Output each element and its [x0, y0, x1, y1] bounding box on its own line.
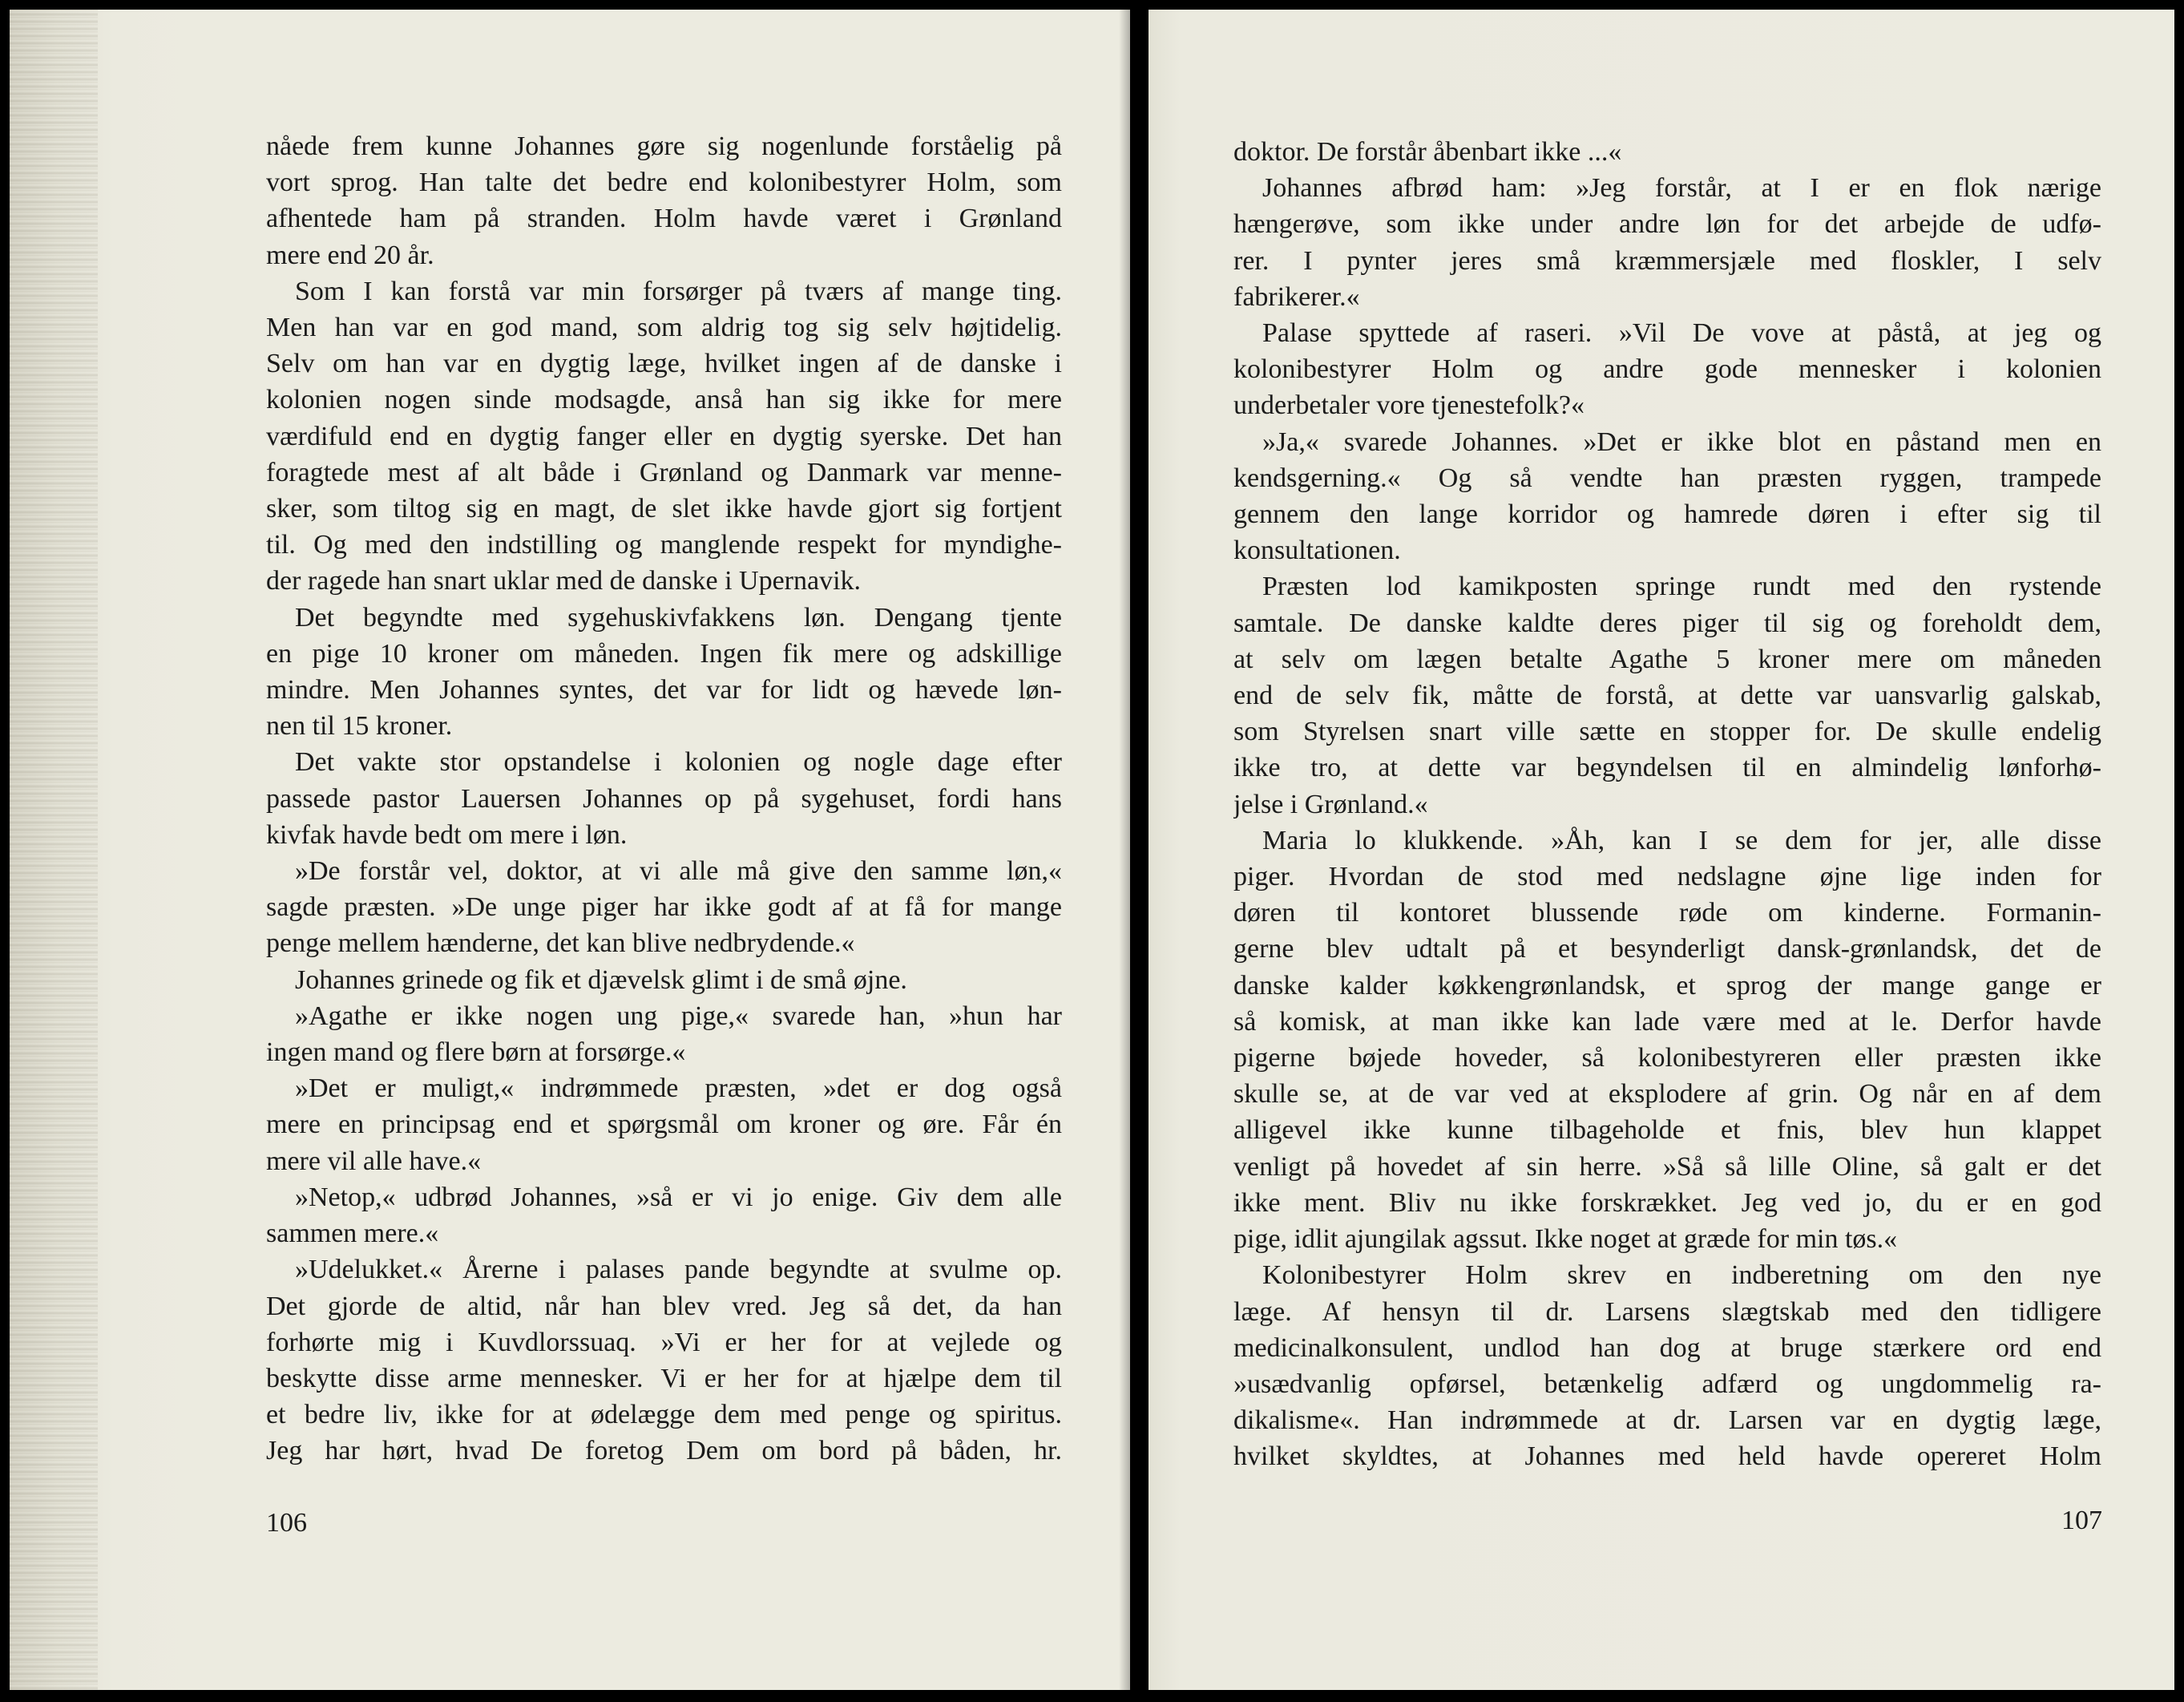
- text-line: jelse i Grønland.«: [1233, 789, 1428, 819]
- text-line: ikke ment. Bliv nu ikke forskrækket. Jeg ved jo, du er en god: [1233, 1187, 2101, 1218]
- text-line: Maria lo klukkende. »Åh, kan I se dem for jer, alle disse: [1262, 825, 2101, 855]
- text-line: døren til kontoret blussende røde om kinderne. Formanin-: [1233, 898, 2101, 928]
- text-line: »Det er muligt,« indrømmede præsten, »det er dog også: [295, 1073, 1062, 1104]
- text-line: venligt på hovedet af sin herre. »Så så lille Oline, så galt er det: [1233, 1151, 2101, 1182]
- text-line: Det begyndte med sygehuskivfakkens løn. Dengang tjente: [295, 602, 1062, 633]
- text-line: gennem den lange korridor og hamrede døren i efter sig til: [1233, 499, 2101, 530]
- text-line: som Styrelsen snart ville sætte en stopper for. De skulle endelig: [1233, 717, 2101, 747]
- text-line: Men han var en god mand, som aldrig tog sig selv højtidelig.: [266, 313, 1062, 343]
- text-line: passede pastor Lauersen Johannes op på sygehuset, fordi hans: [266, 783, 1062, 814]
- text-line: sammen mere.«: [266, 1219, 439, 1249]
- text-line: nåede frem kunne Johannes gøre sig nogenlunde forståelig på: [266, 131, 1062, 161]
- text-line: »Ja,« svarede Johannes. »Det er ikke blot en påstand men en: [1262, 427, 2101, 457]
- gutter-shadow: [1119, 10, 1130, 1690]
- text-line: piger. Hvordan de stod med nedslagne øjne lige inden for: [1233, 862, 2101, 892]
- text-line: konsultationen.: [1233, 536, 1401, 566]
- text-line: beskytte disse arme mennesker. Vi er her for at hjælpe dem til: [266, 1363, 1062, 1393]
- text-line: medicinalkonsulent, undlod han dog at bruge stærkere ord end: [1233, 1332, 2101, 1363]
- text-line: ikke tro, at dette var begyndelsen til en almindelig lønforhø-: [1233, 753, 2101, 783]
- text-line: Palase spyttede af raseri. »Vil De vove at påstå, at jeg og: [1262, 318, 2101, 349]
- text-line: Jeg har hørt, hvad De foretog Dem om bord på båden, hr.: [266, 1436, 1062, 1466]
- left-page: [10, 10, 1130, 1690]
- text-line: forhørte mig i Kuvdlorssuaq. »Vi er her for at vejlede og: [266, 1327, 1062, 1357]
- text-line: vort sprog. Han talte det bedre end kolonibestyrer Holm, som: [266, 168, 1062, 198]
- text-line: mere en principsag end et spørgsmål om kroner og øre. Får én: [266, 1110, 1062, 1140]
- text-line: »Udelukket.« Årerne i palases pande begyndte at svulme op.: [295, 1255, 1062, 1285]
- text-line: der ragede han snart uklar med de danske i Upernavik.: [266, 566, 862, 596]
- left-page-body-text: [266, 128, 1062, 1470]
- text-line: mere end 20 år.: [266, 240, 434, 270]
- text-line: doktor. De forstår åbenbart ikke ...«: [1233, 137, 1622, 167]
- text-line: rer. I pynter jeres små kræmmersjæle med floskler, I selv: [1233, 245, 2101, 276]
- text-line: pigerne bøjede hoveder, så kolonibestyreren eller præsten ikke: [1233, 1043, 2101, 1073]
- text-line: »usædvanlig opførsel, betænkelig adfærd og ungdommelig ra-: [1233, 1368, 2101, 1399]
- text-line: værdifuld end en dygtig fanger eller en dygtig syerske. Det han: [266, 421, 1062, 451]
- text-line: »Netop,« udbrød Johannes, »så er vi jo enige. Giv dem alle: [295, 1182, 1062, 1212]
- page-edge-texture: [10, 10, 98, 1690]
- text-line: mere vil alle have.«: [266, 1146, 482, 1176]
- text-line: læge. Af hensyn til dr. Larsens slægtskab med den tidligere: [1233, 1296, 2101, 1327]
- text-line: »De forstår vel, doktor, at vi alle må give den samme løn,«: [295, 856, 1062, 887]
- text-line: »Agathe er ikke nogen ung pige,« svarede han, »hun har: [295, 1001, 1062, 1031]
- text-line: til. Og med den indstilling og manglende respekt for myndighe-: [266, 530, 1062, 560]
- text-line: gerne blev udtalt på et besynderligt dansk-grønlandsk, det de: [1233, 934, 2101, 964]
- text-line: Johannes grinede og fik et djævelsk glimt i de små øjne.: [295, 964, 907, 995]
- text-line: skulle se, at de var ved at eksplodere af grin. Og når en af dem: [1233, 1079, 2101, 1110]
- text-line: Selv om han var en dygtig læge, hvilket ingen af de danske i: [266, 349, 1062, 379]
- text-line: pige, idlit ajungilak agssut. Ikke noget at græde for min tøs.«: [1233, 1224, 1898, 1255]
- left-page-number: 106: [266, 1508, 307, 1538]
- text-line: fabrikerer.«: [1233, 281, 1360, 312]
- text-line: kivfak havde bedt om mere i løn.: [266, 819, 628, 850]
- right-page-number: 107: [2061, 1506, 2102, 1535]
- text-line: Som I kan forstå var min forsørger på tværs af mange ting.: [295, 276, 1062, 306]
- text-line: foragtede mest af alt både i Grønland og Danmark var menne-: [266, 457, 1062, 487]
- text-line: kendsgerning.« Og så vendte han præsten ryggen, trampede: [1233, 463, 2101, 493]
- text-line: Kolonibestyrer Holm skrev en indberetning om den nye: [1262, 1260, 2101, 1291]
- text-line: Det gjorde de altid, når han blev vred. Jeg så det, da han: [266, 1291, 1062, 1321]
- text-line: nen til 15 kroner.: [266, 711, 453, 742]
- text-line: Johannes afbrød ham: »Jeg forstår, at I er en flok nærige: [1262, 173, 2101, 204]
- text-line: underbetaler vore tjenestefolk?«: [1233, 390, 1585, 421]
- text-line: så komisk, at man ikke kan lade være med at le. Derfor havde: [1233, 1006, 2101, 1037]
- text-line: en pige 10 kroner om måneden. Ingen fik mere og adskillige: [266, 638, 1062, 669]
- text-line: kolonibestyrer Holm og andre gode mennesker i kolonien: [1233, 354, 2101, 385]
- text-line: afhentede ham på stranden. Holm havde været i Grønland: [266, 204, 1062, 234]
- text-line: Præsten lod kamikposten springe rundt med den rystende: [1262, 572, 2101, 602]
- text-line: mindre. Men Johannes syntes, det var for lidt og hævede løn-: [266, 675, 1062, 705]
- text-line: alligevel ikke kunne tilbageholde et fnis, blev hun klappet: [1233, 1115, 2101, 1146]
- text-line: penge mellem hænderne, det kan blive nedbrydende.«: [266, 928, 855, 959]
- right-page-body-text: [1233, 134, 2101, 1475]
- text-line: ingen mand og flere børn at forsørge.«: [266, 1037, 686, 1068]
- text-line: sker, som tiltog sig en magt, de slet ikke havde gjort sig fortjent: [266, 494, 1062, 524]
- text-line: at selv om lægen betalte Agathe 5 kroner mere om måneden: [1233, 644, 2101, 674]
- text-line: Det vakte stor opstandelse i kolonien og nogle dage efter: [295, 747, 1062, 778]
- text-line: dikalisme«. Han indrømmede at dr. Larsen var en dygtig læge,: [1233, 1405, 2101, 1436]
- text-line: sagde præsten. »De unge piger har ikke godt af at få for mange: [266, 892, 1062, 923]
- right-page: [1149, 10, 2174, 1690]
- text-line: end de selv fik, måtte de forstå, at dette var uansvarlig galskab,: [1233, 681, 2101, 711]
- text-line: samtale. De danske kaldte deres piger til sig og foreholdt dem,: [1233, 608, 2101, 638]
- text-line: kolonien nogen sinde modsagde, anså han sig ikke for mere: [266, 385, 1062, 415]
- text-line: et bedre liv, ikke for at ødelægge dem med penge og spiritus.: [266, 1400, 1062, 1430]
- text-line: danske kalder køkkengrønlandsk, et sprog der mange gange er: [1233, 970, 2101, 1001]
- text-line: hvilket skyldtes, at Johannes med held havde opereret Holm: [1233, 1441, 2101, 1472]
- text-line: hængerøve, som ikke under andre løn for det arbejde de udfø-: [1233, 209, 2101, 240]
